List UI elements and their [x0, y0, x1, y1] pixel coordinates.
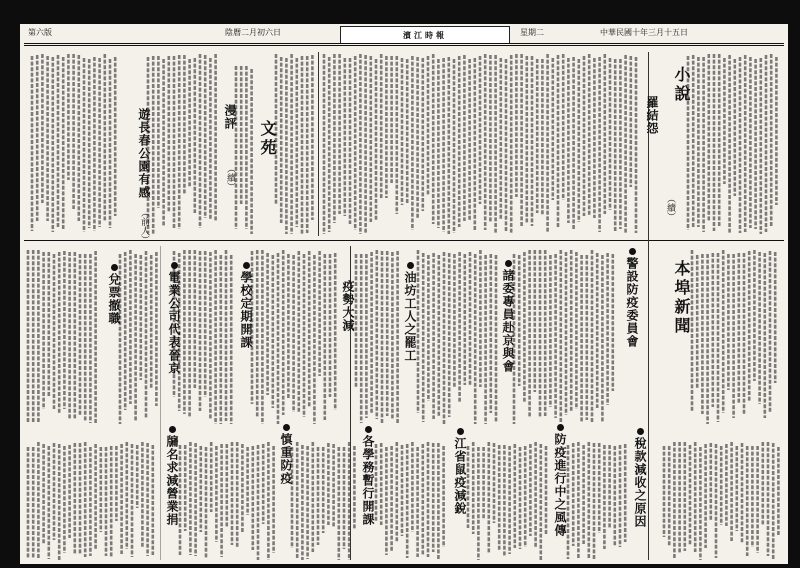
- literary-item1: 漫評: [223, 104, 237, 130]
- local-news-section-title: 本埠新聞: [672, 260, 691, 336]
- headline-2: 諸委專員赴京與會: [500, 260, 517, 373]
- fiction-note: （續）: [665, 194, 675, 221]
- literary-item2-note: （前人）: [139, 208, 149, 244]
- headline-4: 疫勢大減: [341, 280, 355, 332]
- fiction-story-title: 羅結怨: [645, 96, 659, 135]
- literary-item2: 遊長春公園有感: [137, 108, 151, 199]
- headline-1: 警設防疫委員會: [624, 248, 641, 348]
- headline-10: 江省鼠疫減銳: [452, 428, 469, 515]
- page-number: 第六版: [28, 28, 52, 37]
- headline-9: 防疫進行中之風傳: [552, 424, 569, 537]
- fiction-section-title: 小說: [672, 66, 691, 104]
- lunar-date: 陰曆二月初六日: [225, 28, 281, 37]
- newspaper-page: [20, 24, 788, 564]
- headline-5: 學校定期開課: [238, 262, 255, 349]
- weekday: 星期二: [520, 28, 544, 37]
- headline-8: 稅款減收之原因: [632, 428, 649, 528]
- headline-7: 兌票撤職: [106, 264, 123, 325]
- paper-masthead: 濱江時報: [340, 26, 510, 44]
- literary-section-title: 文苑: [258, 120, 277, 158]
- headline-12: 慎重防疫: [278, 424, 295, 485]
- headline-11: 各學務暫行開課: [360, 426, 377, 526]
- headline-13: 牖名求減營業捐: [164, 426, 181, 526]
- issue-date: 中華民國十年三月十五日: [600, 28, 688, 37]
- headline-6: 電業公司代表晉京: [166, 262, 183, 375]
- headline-3: 油坊工人之罷工: [402, 262, 419, 362]
- literary-item1-note: （續）: [225, 164, 235, 191]
